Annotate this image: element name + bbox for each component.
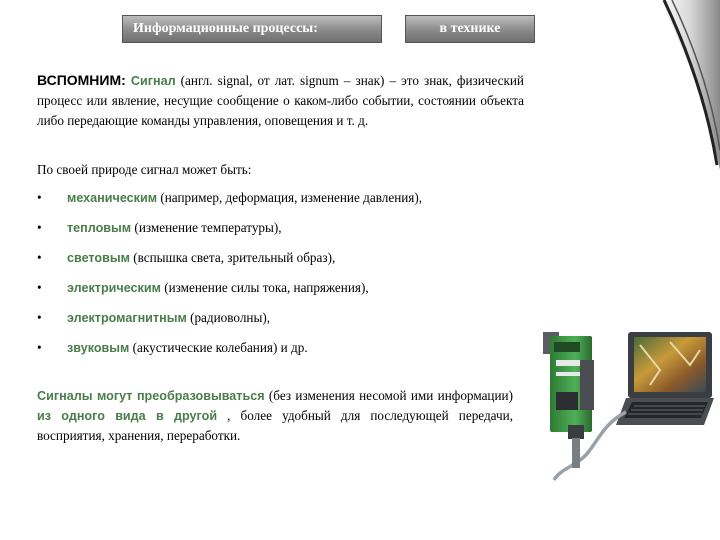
signal-type-term: электрическим xyxy=(67,281,161,295)
list-item xyxy=(37,338,422,368)
signal-type-term: световым xyxy=(67,251,130,265)
list-item xyxy=(37,308,422,338)
bullet: • xyxy=(37,190,42,205)
signal-types-list xyxy=(37,188,422,368)
signal-type-text: (акустические колебания) и др. xyxy=(129,340,308,355)
remember-label: ВСПОМНИМ: xyxy=(37,72,126,88)
conclusion-term-2: из одного вида в другой xyxy=(37,409,218,423)
list-item xyxy=(37,278,422,308)
signal-type-text: (радиоволны), xyxy=(186,310,271,325)
header-title-left: Информационные процессы: xyxy=(122,15,382,43)
definition-paragraph xyxy=(37,70,524,131)
nature-heading: По своей природе сигнал может быть: xyxy=(37,162,252,177)
bullet: • xyxy=(37,220,42,235)
signal-type-term: электромагнитным xyxy=(67,311,187,325)
bullet: • xyxy=(37,250,42,265)
conclusion-term-1: Сигналы могут преобразовываться xyxy=(37,389,265,403)
header-title-right: в технике xyxy=(405,15,535,43)
list-item xyxy=(37,218,422,248)
conclusion-text-1: (без изменения несомой ими информации) xyxy=(264,388,514,403)
converter-laptop-illustration xyxy=(540,330,715,485)
signal-type-term: звуковым xyxy=(67,341,130,355)
list-item xyxy=(37,248,422,278)
signal-type-text: (изменение силы тока, напряжения), xyxy=(160,280,369,295)
signal-type-text: (вспышка света, зрительный образ), xyxy=(129,250,336,265)
conclusion-paragraph xyxy=(37,386,513,446)
signal-type-text: (например, деформация, изменение давления), xyxy=(157,190,423,205)
page-curl-icon xyxy=(660,0,720,170)
list-item xyxy=(37,188,422,218)
signal-type-term: тепловым xyxy=(67,221,132,235)
signal-type-term: механическим xyxy=(67,191,158,205)
bullet: • xyxy=(37,340,42,355)
signal-type-text: (изменение температуры), xyxy=(131,220,282,235)
signal-term: Сигнал xyxy=(130,74,176,88)
definition-text: (англ. signal, от лат. signum – знак) – это знак, физический процесс или явление, несущие сообщение о каком-либо событии, состоянии объекта либо передающие команды управления, оповещения и т. д. xyxy=(37,73,524,128)
bullet: • xyxy=(37,280,42,295)
bullet: • xyxy=(37,310,42,325)
conclusion-text-2: , более удобный для последующей передачи, восприятия, хранения, переработки. xyxy=(37,408,513,443)
